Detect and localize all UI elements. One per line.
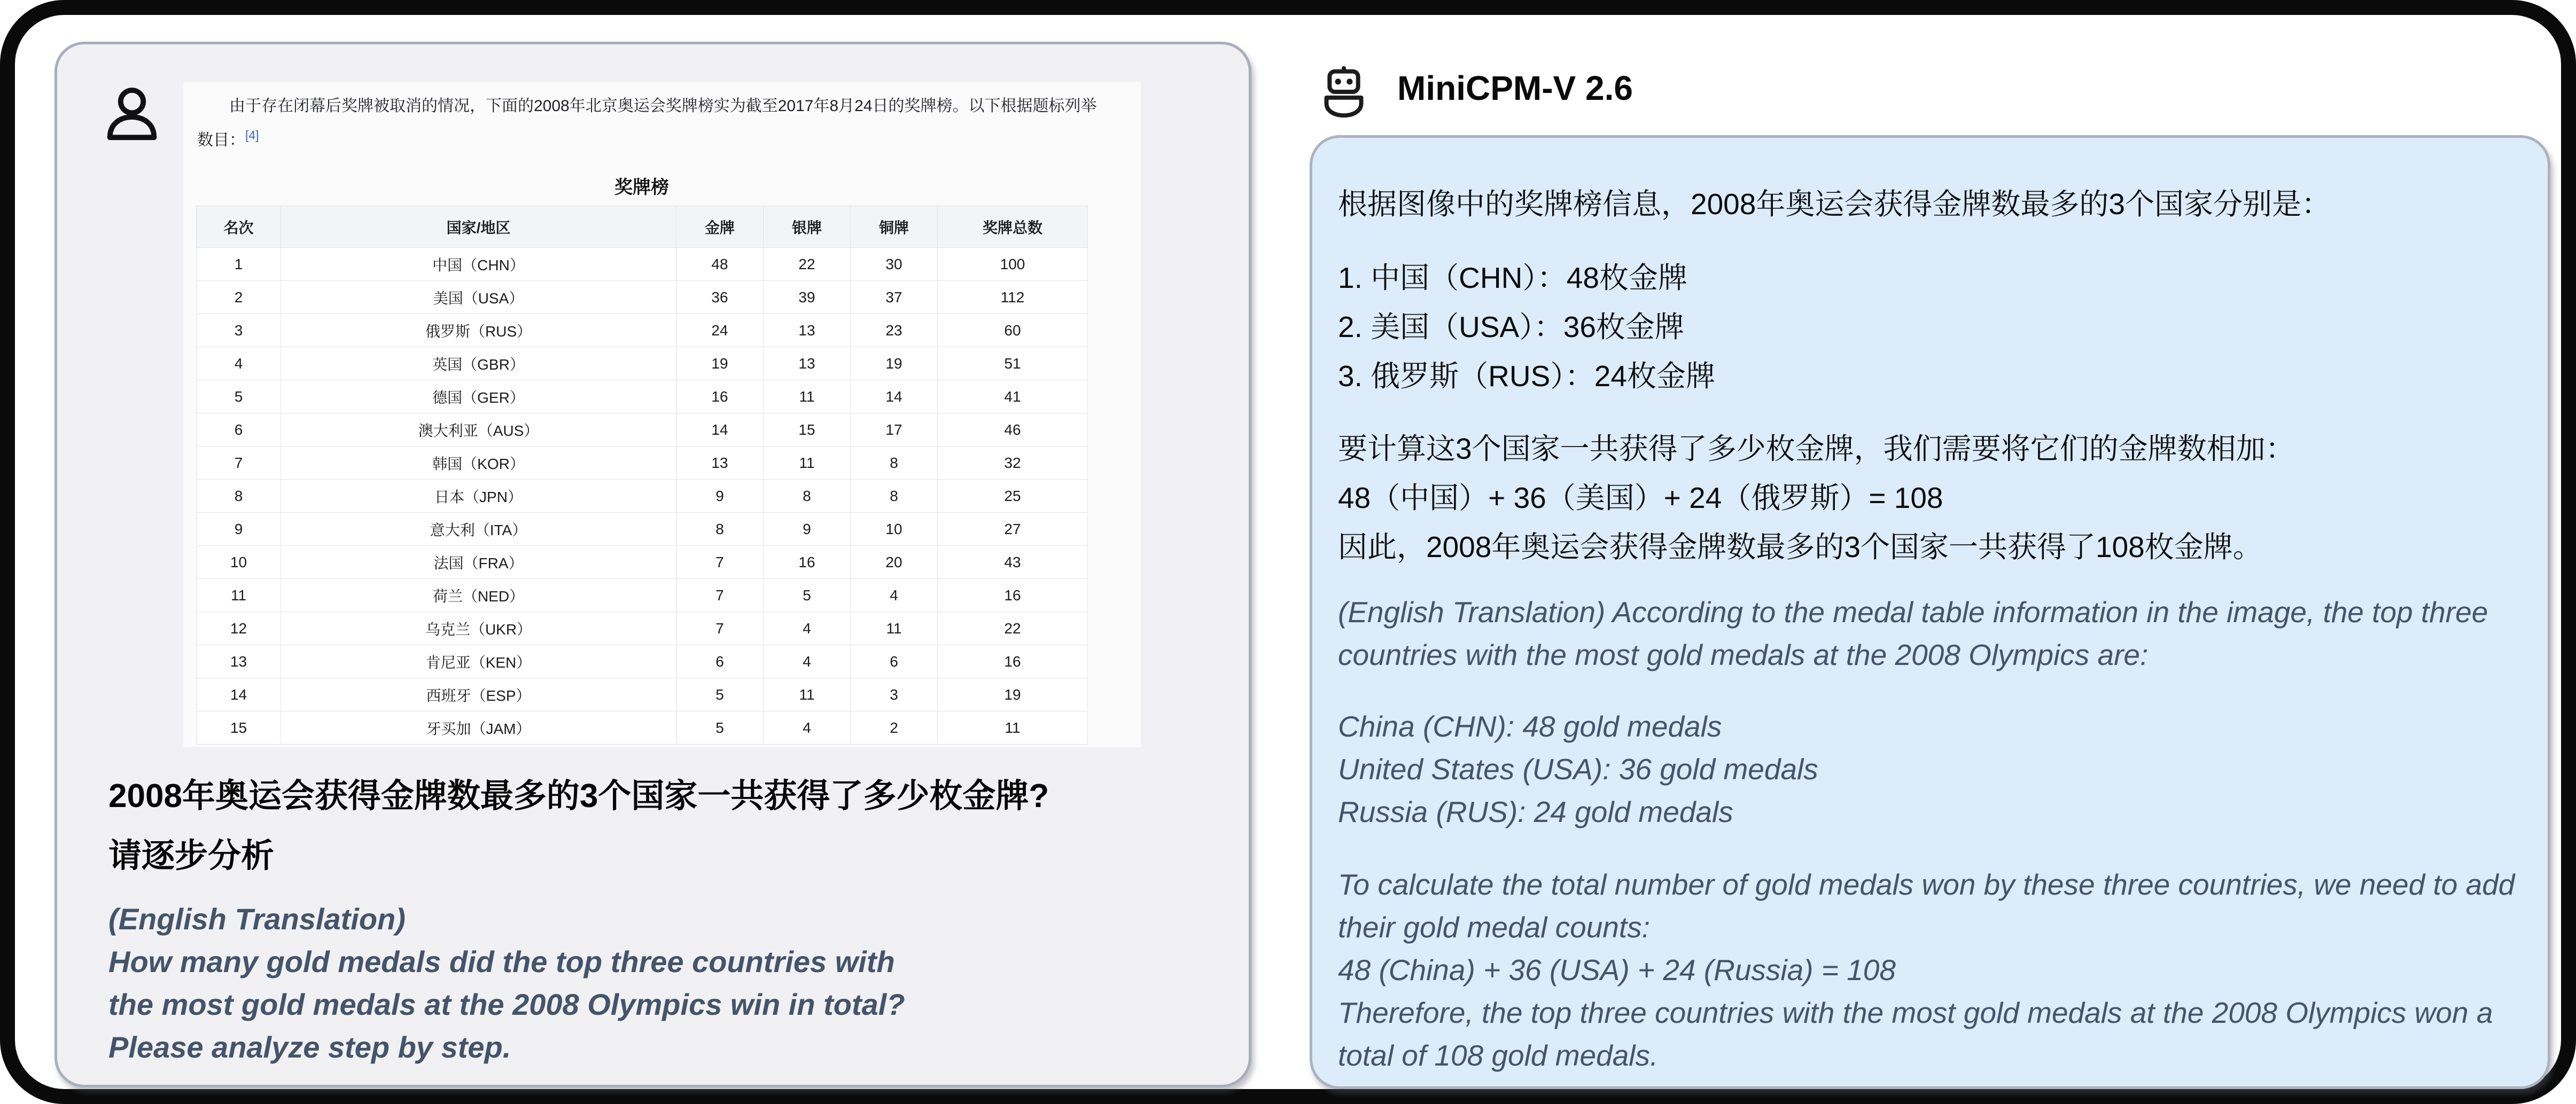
table-cell: 9 [676,480,764,513]
table-cell: 11 [851,612,938,645]
table-cell: 36 [676,281,764,314]
table-cell: 2 [851,711,938,745]
table-cell: 3 [197,314,281,347]
medal-table-screenshot [183,82,1141,747]
table-cell: 14 [851,380,938,413]
table-cell: 5 [676,711,764,745]
table-cell: 法国（FRA） [281,546,676,579]
answer-zh-list-item: 2. 美国（USA）：36枚金牌 [1338,310,1684,343]
table-cell: 日本（JPN） [281,480,676,513]
user-question-zh-line1: 2008年奥运会获得金牌数最多的3个国家一共获得了多少枚金牌? [108,778,1049,815]
table-cell: 牙买加（JAM） [281,711,676,745]
table-row [197,248,1088,281]
table-cell: 27 [938,513,1088,546]
table-cell: 22 [938,612,1088,645]
table-cell: 112 [938,281,1088,314]
table-header-cell: 金牌 [676,206,764,248]
table-cell: 荷兰（NED） [281,579,676,612]
table-row [197,480,1088,513]
table-cell: 3 [851,678,938,711]
table-cell: 意大利（ITA） [281,513,676,546]
table-cell: 48 [676,248,764,281]
table-header-cell: 奖牌总数 [938,206,1088,248]
table-cell: 39 [764,281,851,314]
table-cell: 12 [197,612,281,645]
answer-zh-list [1338,253,2522,401]
answer-en-intro: (English Translation) According to the medal table information in the image, the top three countries with the most gold medals at the 2008 Olympics are: [1338,596,2488,671]
table-cell: 51 [938,347,1088,380]
table-cell: 22 [764,248,851,281]
medal-table-title: 奖牌榜 [614,177,669,198]
table-cell: 俄罗斯（RUS） [281,314,676,347]
table-row [197,645,1088,678]
answer-zh-calc-intro: 要计算这3个国家一共获得了多少枚金牌，我们需要将它们的金牌数相加： [1338,432,2295,465]
table-cell: 60 [938,314,1088,347]
table-cell: 13 [764,314,851,347]
answer-en-calc [1338,863,2522,1077]
table-cell: 7 [676,612,764,645]
user-question-en [108,898,945,1069]
table-row [197,380,1088,413]
table-cell: 23 [851,314,938,347]
table-cell: 13 [676,447,764,480]
answer-en-conclusion: Therefore, the top three countries with the most gold medals at the 2008 Olympics won a total of 108 gold medals. [1338,996,2493,1072]
table-cell: 11 [197,579,281,612]
table-cell: 8 [197,480,281,513]
user-question-en-text: How many gold medals did the top three countries with the most gold medals at the 2008 Olympics win in total? Please analyze step by step. [108,945,905,1064]
model-answer-box [1310,135,2550,1089]
table-cell: 2 [197,281,281,314]
table-cell: 16 [676,380,764,413]
table-cell: 16 [938,579,1088,612]
table-cell: 11 [938,711,1088,745]
table-cell: 15 [764,413,851,447]
robot-icon [1317,60,1371,124]
table-cell: 4 [764,711,851,745]
table-cell: 43 [938,546,1088,579]
table-row [197,579,1088,612]
table-cell: 10 [197,546,281,579]
table-cell: 11 [764,447,851,480]
user-icon [99,76,165,154]
table-cell: 13 [197,645,281,678]
table-cell: 11 [764,678,851,711]
table-header-row [197,206,1088,248]
table-cell: 7 [676,579,764,612]
table-row [197,678,1088,711]
table-cell: 9 [764,513,851,546]
table-cell: 4 [764,645,851,678]
user-question-zh [108,766,1209,886]
table-row [197,612,1088,645]
table-cell: 4 [764,612,851,645]
answer-en-list [1338,705,2522,833]
table-cell: 16 [764,546,851,579]
table-cell: 6 [676,645,764,678]
table-cell: 韩国（KOR） [281,447,676,480]
user-question-zh-line2: 请逐步分析 [108,837,275,874]
table-row [197,281,1088,314]
table-cell: 10 [851,513,938,546]
table-row [197,711,1088,745]
answer-en-list-item: United States (USA): 36 gold medals [1338,753,1818,786]
answer-en-list-item: Russia (RUS): 24 gold medals [1338,795,1733,828]
table-cell: 8 [851,480,938,513]
table-cell: 9 [197,513,281,546]
answer-en-equation: 48 (China) + 36 (USA) + 24 (Russia) = 108 [1338,953,1896,986]
table-cell: 中国（CHN） [281,248,676,281]
table-row [197,347,1088,380]
table-cell: 6 [197,413,281,447]
table-header-cell: 名次 [197,206,281,248]
answer-en-calc-intro: To calculate the total number of gold medals won by these three countries, we need to add their gold medal counts: [1338,868,2515,944]
screenshot-intro-line2 [197,121,259,154]
table-header-cell: 国家/地区 [281,206,676,248]
table-row [197,314,1088,347]
answer-zh-intro: 根据图像中的奖牌榜信息，2008年奥运会获得金牌数最多的3个国家分别是： [1338,187,2331,221]
answer-zh-list-item: 3. 俄罗斯（RUS）：24枚金牌 [1338,359,1715,393]
table-cell: 肯尼亚（KEN） [281,645,676,678]
translation-label: (English Translation) [108,902,406,936]
table-cell: 8 [851,447,938,480]
answer-en-list-item: China (CHN): 48 gold medals [1338,710,1722,743]
table-cell: 41 [938,380,1088,413]
table-cell: 46 [938,413,1088,447]
table-row [197,413,1088,447]
table-cell: 美国（USA） [281,281,676,314]
table-cell: 100 [938,248,1088,281]
table-row [197,546,1088,579]
medal-table-body [197,248,1088,745]
screenshot-intro-line1: 由于存在闭幕后奖牌被取消的情况，下面的2008年北京奥运会奖牌榜实为截至2017年8月24日的奖牌榜。以下根据题标列举 [229,97,1097,115]
table-cell: 20 [851,546,938,579]
table-cell: 5 [676,678,764,711]
answer-zh-equation: 48（中国）+ 36（美国）+ 24（俄罗斯）= 108 [1338,481,1943,514]
table-row [197,513,1088,546]
table-cell: 13 [764,347,851,380]
table-cell: 19 [938,678,1088,711]
table-cell: 30 [851,248,938,281]
table-header-cell: 铜牌 [851,206,938,248]
table-cell: 西班牙（ESP） [281,678,676,711]
table-cell: 6 [851,645,938,678]
table-cell: 16 [938,645,1088,678]
table-cell: 17 [851,413,938,447]
citation-link: [4] [245,128,259,142]
table-cell: 8 [676,513,764,546]
answer-zh-conclusion: 因此，2008年奥运会获得金牌数最多的3个国家一共获得了108枚金牌。 [1338,530,2262,563]
table-cell: 19 [851,347,938,380]
model-name: MiniCPM-V 2.6 [1397,69,1633,107]
answer-zh-calc [1338,424,2522,571]
table-cell: 乌克兰（UKR） [281,612,676,645]
table-cell: 24 [676,314,764,347]
table-cell: 14 [676,413,764,447]
table-cell: 15 [197,711,281,745]
table-cell: 11 [764,380,851,413]
table-cell: 4 [197,347,281,380]
table-cell: 5 [764,579,851,612]
table-cell: 德国（GER） [281,380,676,413]
table-cell: 32 [938,447,1088,480]
table-cell: 澳大利亚（AUS） [281,413,676,447]
table-cell: 4 [851,579,938,612]
table-header-cell: 银牌 [764,206,851,248]
table-cell: 19 [676,347,764,380]
screenshot-intro-line2-text: 数目： [197,131,245,149]
user-panel [55,42,1251,1087]
table-cell: 7 [676,546,764,579]
table-cell: 8 [764,480,851,513]
table-cell: 英国（GBR） [281,347,676,380]
table-cell: 14 [197,678,281,711]
medal-table [196,206,1088,745]
table-row [197,447,1088,480]
answer-zh-list-item: 1. 中国（CHN）：48枚金牌 [1338,261,1687,294]
table-cell: 7 [197,447,281,480]
table-cell: 25 [938,480,1088,513]
table-cell: 37 [851,281,938,314]
medal-table-head [197,206,1088,248]
table-cell: 1 [197,248,281,281]
table-cell: 5 [197,380,281,413]
